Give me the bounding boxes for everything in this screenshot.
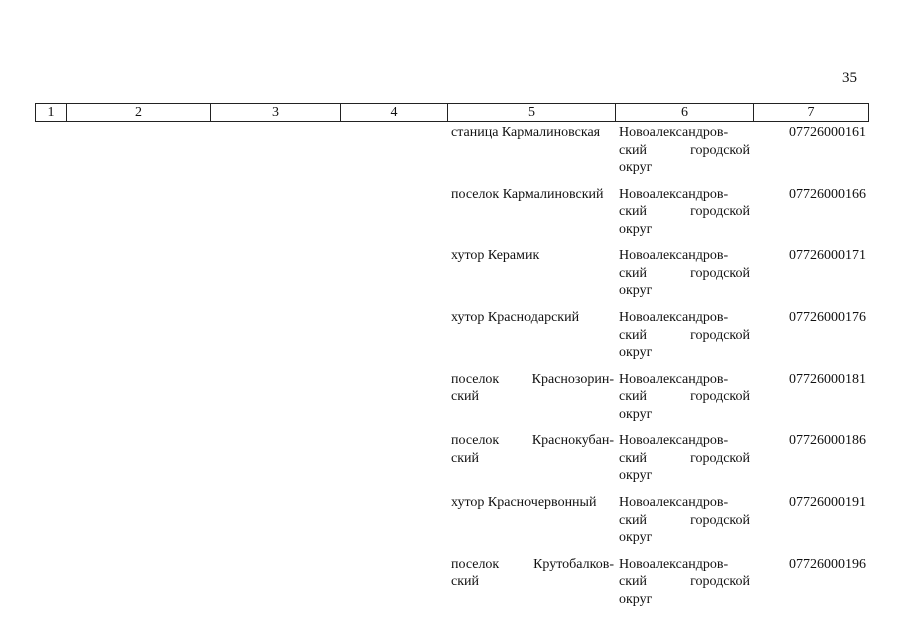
settlement-line: поселок Кармалиновский [451,186,604,202]
district-name [619,556,750,609]
page-number: 35 [842,70,857,86]
settlement-rows [448,124,868,618]
settlement-word: поселок [451,371,500,387]
district-line: Новоалександров- [619,433,729,449]
settlement-line [451,556,614,574]
settlement-word: Крутобалков- [533,556,614,572]
district-line: округ [619,406,653,422]
settlement-line [451,432,614,450]
code: 07726000186 [789,433,866,449]
table-row [448,371,868,433]
table-row [448,556,868,618]
settlement-line: ский [451,450,479,466]
district-word: ский [619,142,647,158]
district-line: округ [619,221,653,237]
settlement-line: ский [451,389,479,405]
column-number-4: 4 [341,104,448,122]
settlement-line: хутор Красночервонный [451,495,597,511]
district-line: Новоалександров- [619,125,729,140]
code: 07726000171 [789,248,866,264]
district-word: городской [690,512,750,528]
district-word: городской [690,450,750,466]
district-line: Новоалександров- [619,248,729,264]
table-row [448,494,868,556]
district-word: городской [690,327,750,343]
district-word: городской [690,142,750,158]
district-word: ский [619,450,647,466]
district-name [619,186,750,239]
district-word: ский [619,574,647,590]
district-line: округ [619,468,653,484]
district-name [619,432,750,485]
district-line: Новоалександров- [619,556,729,572]
district-line: округ [619,283,653,299]
district-line [619,512,750,530]
header-row [36,104,869,122]
column-number-5: 5 [448,104,616,122]
settlement-name [451,432,614,467]
code: 07726000181 [789,371,866,387]
column-number-header [35,103,869,122]
district-line [619,450,750,468]
settlement-word: Краснозорин- [531,371,614,387]
district-word: ский [619,512,647,528]
settlement-name [451,186,614,204]
code: 07726000166 [789,186,866,202]
district-line [619,142,750,160]
settlement-name [451,371,614,406]
column-number-2: 2 [67,104,211,122]
district-line: Новоалександров- [619,371,729,387]
column-number-7: 7 [754,104,869,122]
settlement-name [451,556,614,591]
code: 07726000161 [789,125,866,140]
column-number-6: 6 [616,104,754,122]
district-line [619,203,750,221]
district-name [619,494,750,547]
district-name [619,309,750,362]
district-line: округ [619,591,653,607]
settlement-word: Краснокубан- [531,433,614,449]
settlement-name [451,494,614,512]
district-line [619,573,750,591]
settlement-line: ский [451,574,479,590]
settlement-line: хутор Керамик [451,248,540,264]
table-row [448,432,868,494]
district-word: ский [619,204,647,220]
district-word: ский [619,265,647,281]
settlement-word: поселок [451,556,500,572]
district-line [619,327,750,345]
district-line [619,265,750,283]
settlement-line: хутор Краснодарский [451,310,580,326]
district-word: городской [690,389,750,405]
code: 07726000176 [789,310,866,326]
district-word: ский [619,389,647,405]
district-line: округ [619,345,653,361]
district-line: округ [619,160,653,175]
district-line: Новоалександров- [619,310,729,326]
table-row [448,247,868,309]
district-line: Новоалександров- [619,495,729,511]
table-row [448,309,868,371]
district-line: Новоалександров- [619,186,729,202]
district-name [619,247,750,300]
district-word: городской [690,265,750,281]
district-word: ский [619,327,647,343]
column-number-1: 1 [36,104,67,122]
district-line [619,388,750,406]
settlement-word: поселок [451,433,500,449]
settlement-name [451,124,614,142]
code: 07726000191 [789,495,866,511]
settlement-name [451,309,614,327]
district-name [619,371,750,424]
table-row [448,186,868,248]
district-line: округ [619,530,653,546]
district-word: городской [690,574,750,590]
table-row [448,124,868,186]
settlement-line [451,371,614,389]
settlement-line: станица Кармалиновская [451,125,601,140]
settlement-name [451,247,614,265]
code: 07726000196 [789,556,866,572]
column-number-3: 3 [211,104,341,122]
district-word: городской [690,204,750,220]
district-name [619,124,750,177]
